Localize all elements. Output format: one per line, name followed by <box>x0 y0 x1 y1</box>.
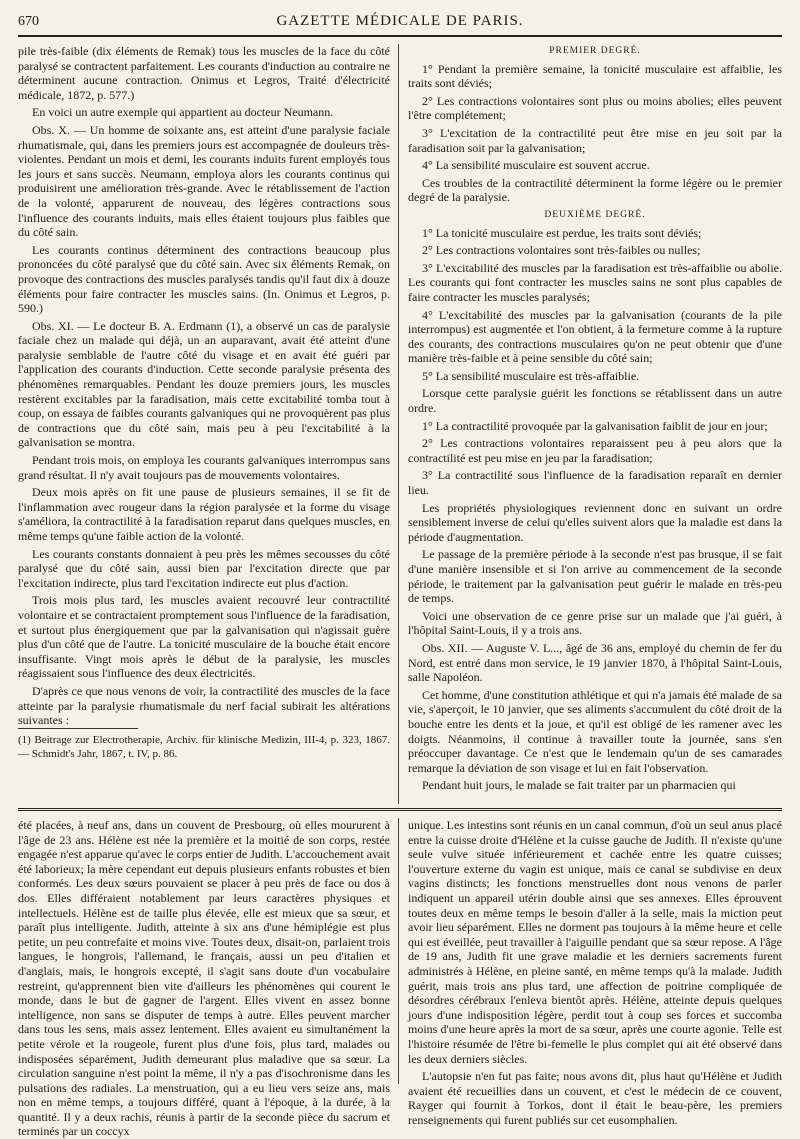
paragraph: Deux mois après on fit une pause de plusieurs semaines, il se fit de l'inflammation avec rougeur dans la région paralysée et la forme du visage s'améliora, la contractilité à la faradisation reparut dans quelques muscles, en même temps qu'une faible action de la volonté. <box>18 485 390 543</box>
paragraph: Ces troubles de la contractilité déterminent la forme légère ou le premier degré de la paralysie. <box>408 175 782 205</box>
list-item: 2° Les contractions volontaires sont très-faibles ou nulles; <box>422 243 701 258</box>
paragraph: Trois mois plus tard, les muscles avaient recouvré leur contractilité volontaire et se contractaient promptement sous l'influence de la faradisation, et surtout plus énergiquement que par la galvanisation qui n'agissait guère plus d'un côté que de l'autre. La tonicité musculaire de la bouche était encore insuffisante. Vingt mois après le début de la paralysie, les muscles réagissaient sous l'influence des deux électricités. <box>18 593 390 681</box>
page-header <box>18 10 782 38</box>
list-item: 3° L'excitation de la contractilité peut être mise en jeu soit par la faradisation soit par la galvanisation; <box>408 125 782 155</box>
footnote: (1) Beitrage zur Electrotherapie, Archiv. für klinische Medizin, III-4, p. 323, 1867. — Schmidt's Jahr, 1867, t. IV, p. 86. <box>18 734 390 760</box>
footnote-rule <box>18 728 138 729</box>
list-item: 4° La sensibilité musculaire est souvent accrue. <box>422 158 650 173</box>
heading-first-degree: PREMIER DEGRÉ. <box>549 46 641 56</box>
top-right-column <box>408 44 782 804</box>
paragraph: pile très-faible (dix éléments de Remak) tous les muscles de la face du côté paralysé se contractent parfaitement. Les courants d'induction au contraire ne déterminent aucune contraction. Onimus et Legros, Traité d'électricité médicale, 1872, p. 577.) <box>18 44 390 102</box>
paragraph: Le passage de la première période à la seconde n'est pas brusque, il se fait d'une manière insensible et si l'on arrive au commencement de la seconde période, le traitement par la galvanisation peut guérir le malade en très-peu de temps. <box>408 547 782 606</box>
paragraph: Les propriétés physiologiques reviennent donc en suivant un ordre sensiblement inverse de celui qu'elles suivent alors que la maladie est dans la période d'augmentation. <box>408 500 782 544</box>
list-item: 2° Les contractions volontaires reparaissent peu à peu alors que la contractilité est peu mise en jeu par la faradisation; <box>408 436 782 465</box>
paragraph: Pendant trois mois, on employa les courants galvaniques interrompus sans grand résultat. Il n'y avait toujours pas de mouvements volontaires. <box>18 453 390 482</box>
list-item: 4° L'excitabilité des muscles par la galvanisation (courants de la pile interrompus) est augmentée et l'on obtient, à la fermeture comme à la rupture des courants, des contractions musculaires qu'on ne peut obtenir que d'une manière très-faible et à peine sensible du côté sain; <box>408 307 782 366</box>
paragraph: été placées, à neuf ans, dans un couvent de Presbourg, où elles moururent à l'âge de 23 ans. Hélène est née la première et la moitié de son corps, restée engagée n'est apparue qu'avec le corps entier de Judith. L'accouchement avait été laborieux; la mère cependant eut depuis plusieurs enfants robustes et bien conformés. Les deux sœurs pouvaient se placer à peu près de face ou dos à dos. Elles différaient notablement par leurs caractères physiques et intellectuels. Hélène est de taille plus élevée, elle est mieux que sa sœur, et paraît plus intelligente. Judith, atteinte à six ans d'une hémiplégie est plus petite, un peu contrefaite et moins vive. Toutes deux, disait-on, parlaient trois langues, le hongrois, l'allemand, le français, aussi un peu d'italien et d'anglais, mais, le hongrois excepté, il s'agit sans doute d'un vocabulaire restreint, qu'apprennent bien vite d'ailleurs les phénomènes qui courent le monde, dans le but de gagner de l'argent. Elles vivent en assez bonne intelligence, non sans se disputer de temps à autre. Elles peuvent marcher dans tous les sens, mais assez lentement. Elles avaient eu simultanément la petite vérole et la rougeole, furent plus d'une fois, plus tard, malades ou indisposées séparément, Judith demeurant plus maladive que sa sœur. La circulation sanguine n'est point la même, il n'y a pas d'isochronisme dans les pulsations des radiales. La menstruation, qui a eu lieu vers seize ans, mais non en même temps, a toujours différé, quant à l'époque, à la durée, à la quantité. Il y a deux rachis, réunis à partir de la seconde pièce du sacrum et terminés par un coccyx <box>18 818 390 1139</box>
heading-second-degree: DEUXIÈME DEGRÉ. <box>544 209 646 220</box>
list-item: 2° Les contractions volontaires sont plus ou moins abolies; elles peuvent l'être complétement; <box>408 93 782 123</box>
top-left-column <box>18 44 390 728</box>
list-item: 3° L'excitabilité des muscles par la faradisation est très-affaiblie ou abolie. Les courants qui font contracter les muscles sains ne sont plus capables de faire contracter les muscles paralysés; <box>408 260 782 304</box>
bottom-right-column <box>408 818 782 1127</box>
observation-xii: Obs. XII. — Auguste V. L..., âgé de 36 ans, employé du chemin de fer du Nord, est entré dans mon service, le 19 janvier 1870, à l'hôpital Saint-Louis, salle Napoléon. <box>408 640 782 685</box>
page-number: 670 <box>18 14 39 29</box>
header-rule <box>18 35 782 37</box>
observation-xi: Obs. XI. — Le docteur B. A. Erdmann (1), a observé un cas de paralysie faciale chez un malade qui déjà, un an auparavant, avait été atteint d'une paralysie semblable de l'autre côté du visage et en avait été guéri par l'application des courants d'induction. Cette seconde paralysie présenta des phénomènes remarquables. Pendant les douze premiers jours, les muscles restèrent excitables par la faradisation, mais cette excitabilité tomba tout à coup, on essaya de faibles courants galvaniques qui ne provoquèrent pas plus de contractions que du côté sain, mais peu à peu l'excitabilité à la galvanisation se montra. <box>18 318 390 450</box>
paragraph: Voici une observation de ce genre prise sur un malade que j'ai guéri, à l'hôpital Saint-Louis, il y a trois ans. <box>408 608 782 638</box>
paragraph: D'après ce que nous venons de voir, la contractilité des muscles de la face atteinte par la paralysie rhumatismale du nerf facial subirait les altérations suivantes : <box>18 683 390 728</box>
paragraph: Cet homme, d'une constitution athlétique et qui n'a jamais été malade de sa vie, s'aperçoit, le 10 janvier, que ses aliments s'accumulent du côté droit de la bouche entre les dents et la joue, et qu'il est obligé de les ramener avec les doigts. Néanmoins, il continue à travailler toute la journée, sans s'en préoccuper davantage. Ce n'est que le lendemain qu'un de ses camarades remarque la déviation de son visage et lui en fait l'observation. <box>408 687 782 775</box>
column-divider <box>398 44 399 804</box>
list-item: 1° La tonicité musculaire est perdue, les traits sont déviés; <box>422 225 702 240</box>
list-item: 1° Pendant la première semaine, la tonicité musculaire est affaiblie, les traits sont déviés; <box>408 61 782 91</box>
journal-title: GAZETTE MÉDICALE DE PARIS. <box>276 13 524 29</box>
paragraph: Pendant huit jours, le malade se fait traiter par un pharmacien qui <box>422 778 736 793</box>
section-divider <box>18 808 782 811</box>
list-item: 3° La contractilité sous l'influence de la faradisation reparaît en dernier lieu. <box>408 468 782 498</box>
paragraph: Lorsque cette paralysie guérit les fonctions se rétablissent dans un autre ordre. <box>408 386 782 416</box>
paragraph: En voici un autre exemple qui appartient au docteur Neumann. <box>32 105 334 120</box>
paragraph: Les courants continus déterminent des contractions beaucoup plus prononcées du côté paralysé que du côté sain. Avec six éléments Remak, on provoque des contractions des muscles paralysés tandis qu'il faut dix à douze éléments pour faire contracter les muscles sains. (In. Onimus et Legros, p. 590.) <box>18 242 390 316</box>
column-divider <box>398 818 399 1084</box>
paragraph: L'autopsie n'en fut pas faite; nous avons dit, plus haut qu'Hélène et Judith avaient été recueillies dans un couvent, et c'est le médecin de ce couvent, Rayger qui fournit à Torkos, dont il était le beau-père, les premiers renseignements qui furent publiés sur cet eusomphalien. <box>408 1069 782 1127</box>
list-item: 5° La sensibilité musculaire est très-affaiblie. <box>422 368 640 383</box>
paragraph: Les courants constants donnaient à peu près les mêmes secousses du côté paralysé que du côté sain, aussi bien par l'excitation directe que par l'excitation indirecte, plus tard l'excitation indirecte eut plus d'action. <box>18 546 390 590</box>
paragraph: unique. Les intestins sont réunis en un canal commun, d'où un seul anus placé entre la cuisse droite d'Hélène et la cuisse gauche de Judith. Il n'existe qu'une seule vulve située inférieurement et cachée entre les quatre cuisses; l'ouverture externe du vagin est unique, mais ce canal se subdivise en deux vagins distincts; les fonctions menstruelles dont nous venons de parler indiquent un appareil utérin double ainsi que ses annexes. Elles éprouvent toutes deux en même temps le besoin d'aller à la selle, mais la miction peut avoir lieu séparément. Elles ne dorment pas toujours à la même heure et celle qui est éveillée, peut travailler à l'aiguille pendant que sa sœur repose. A l'âge de 19 ans, Judith fit une grave maladie et les derniers sacrements furent administrés à Hélène, en pleine santé, en même temps qu'à la malade. Judith guérit, mais trois ans plus tard, une affection de poitrine compliquée de désordres cérébraux l'enleva bientôt après. Hélène, atteinte depuis quelques jours d'une indisposition légère, perdit tout à coup ses forces et succomba moins d'une heure après la mort de sa sœur, après une courte agonie. Telle est l'histoire résumée de l'être bi-femelle le plus complet qui ait été observé dans les deux derniers siècles. <box>408 818 782 1066</box>
observation-x: Obs. X. — Un homme de soixante ans, est atteint d'une paralysie faciale rhumatismale, qui, dans les premiers jours est accompagnée de douleurs très-violentes. Pendant un mois et demi, les courants induits furent employés tous les jours et sans succès. Neumann, employa alors les courants continus qui produisirent une amélioration très-grande. Avec le rétablissement de l'action de la volonté, apparurent de nouveau, des légères contractions sous l'influence des courants induits, mais elles étaient toujours plus faibles que du côté sain. <box>18 122 390 240</box>
list-item: 1° La contractilité provoquée par la galvanisation faiblit de jour en jour; <box>422 418 768 433</box>
bottom-left-column <box>18 818 390 1139</box>
